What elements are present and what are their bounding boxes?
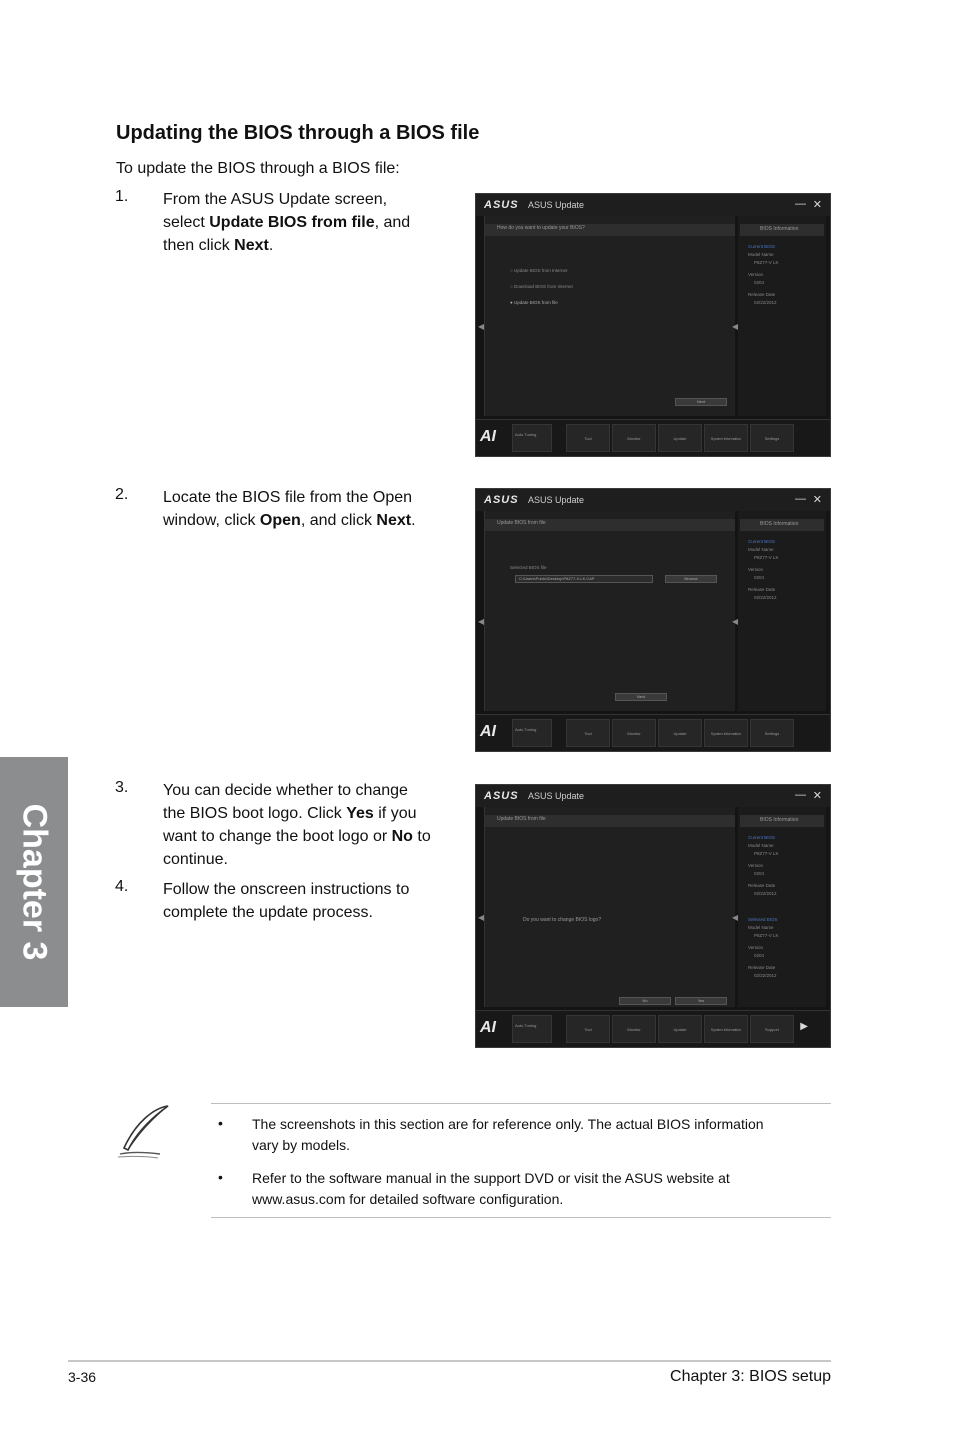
bios-info-panel [738, 511, 826, 711]
info-line: P8Z77-V LK [754, 933, 779, 938]
info-line: Model Name [748, 925, 774, 930]
tab-monitor: Monitor [612, 719, 656, 747]
info-line: Current BIOS [748, 244, 776, 249]
bottom-nav [476, 714, 830, 751]
window-title: ASUS Update [528, 495, 585, 505]
info-line: Version [748, 863, 764, 868]
tab-settings: Settings [750, 719, 794, 747]
step-number: 3. [115, 779, 129, 796]
info-line: 02/22/2012 [754, 891, 777, 896]
info-header: BIOS Information [760, 226, 799, 232]
screenshot-update-options [475, 193, 831, 457]
tab-auto-tuning: Auto Tuning [512, 424, 552, 452]
tab-tool: Tool [566, 719, 610, 747]
tab-auto-tuning: Auto Tuning [512, 719, 552, 747]
arrow-left-icon: ◀ [732, 617, 739, 626]
window-titlebar [476, 489, 830, 511]
note-2: Refer to the software manual in the support DVD or visit the ASUS website at www.asus.com for detailed software configuration. [252, 1170, 730, 1207]
info-line: 0204 [754, 280, 765, 285]
tab-tool: Tool [566, 424, 610, 452]
info-line: 0204 [754, 953, 765, 958]
radio-option: ○ Download BIOS from Internet [510, 284, 573, 289]
tab-system-information: System Information [704, 1015, 748, 1043]
window-title: ASUS Update [528, 791, 585, 801]
chapter-tab-label: Chapter 3 [15, 803, 54, 961]
page-number: 3-36 [68, 1369, 97, 1385]
tab-system-information: System Information [704, 424, 748, 452]
info-line: Current BIOS [748, 539, 776, 544]
panel-header: How do you want to update your BIOS? [497, 225, 585, 231]
no-button: No [619, 997, 671, 1005]
section-title: Updating the BIOS through a BIOS file [116, 122, 480, 144]
radio-option-selected: ● Update BIOS from file [510, 300, 558, 305]
bios-info-panel [738, 216, 826, 416]
asus-logo: ASUS [484, 494, 519, 506]
panel-header: Update BIOS from file [497, 520, 546, 526]
tab-auto-tuning: Auto Tuning [512, 1015, 552, 1043]
info-header: BIOS Information [760, 817, 799, 823]
arrow-left-icon: ◀ [732, 913, 739, 922]
info-header: BIOS Information [760, 521, 799, 527]
minimize-icon: — [795, 789, 806, 801]
info-line: Current BIOS [748, 835, 776, 840]
info-line: 02/22/2012 [754, 595, 777, 600]
radio-option: ○ Update BIOS from Internet [510, 268, 568, 273]
info-line: Version [748, 945, 764, 950]
chapter-side-tab [0, 757, 68, 1007]
info-line: Release Date [748, 883, 776, 888]
next-button: Next [675, 398, 727, 406]
bottom-nav [476, 419, 830, 456]
info-line: 02/22/2012 [754, 300, 777, 305]
tab-settings: Settings [750, 424, 794, 452]
note-bullet: • [218, 1169, 223, 1185]
bios-file-path: C:\Users\Public\Desktop\P8Z77-V-LK.CAP [515, 575, 653, 583]
info-line: 0204 [754, 575, 765, 580]
intro-text: To update the BIOS through a BIOS file: [116, 160, 400, 177]
main-panel [484, 216, 735, 416]
ai-suite-logo: AI [480, 428, 496, 445]
screenshot-select-file [475, 488, 831, 752]
window-titlebar [476, 785, 830, 807]
note-rule-bottom [211, 1217, 831, 1218]
info-line: 0204 [754, 871, 765, 876]
tab-support: Support [750, 1015, 794, 1043]
step-1-text: From the ASUS Update screen, select Update BIOS from file, and then click Next. [163, 191, 411, 254]
panel-header: Update BIOS from file [497, 816, 546, 822]
close-icon: ✕ [812, 790, 822, 802]
browse-button: Browse [665, 575, 717, 583]
tab-system-information: System Information [704, 719, 748, 747]
note-1: The screenshots in this section are for reference only. The actual BIOS information vary by models. [252, 1116, 764, 1153]
footer-chapter: Chapter 3: BIOS setup [670, 1368, 831, 1385]
info-line: Release Date [748, 587, 776, 592]
step-4-text: Follow the onscreen instructions to complete the update process. [163, 881, 410, 921]
step-2-text: Locate the BIOS file from the Open window, click Open, and click Next. [163, 489, 416, 529]
info-line: Selected BIOS [748, 917, 778, 922]
field-label: Selected BIOS file [510, 565, 547, 570]
main-panel [484, 807, 735, 1007]
feather-pen-icon [114, 1102, 172, 1160]
step-number: 4. [115, 878, 129, 895]
tab-tool: Tool [566, 1015, 610, 1043]
screenshot-boot-logo [475, 784, 831, 1048]
info-line: Model Name [748, 843, 774, 848]
info-line: 02/22/2012 [754, 973, 777, 978]
ai-suite-logo: AI [480, 723, 496, 740]
arrow-left-icon: ◀ [732, 322, 739, 331]
info-line: Model Name [748, 547, 774, 552]
asus-logo: ASUS [484, 790, 519, 802]
tab-update: Update [658, 424, 702, 452]
step-number: 2. [115, 486, 129, 503]
arrow-left-icon: ◀ [478, 913, 485, 922]
bios-info-panel [738, 807, 826, 1007]
arrow-left-icon: ◀ [478, 617, 485, 626]
logo-question: Do you want to change BIOS logo? [523, 917, 602, 923]
info-line: Version [748, 272, 764, 277]
close-icon: ✕ [812, 199, 822, 211]
note-bullet: • [218, 1115, 223, 1131]
step-number: 1. [115, 188, 129, 205]
footer-rule [68, 1360, 831, 1362]
note-rule-top [211, 1103, 831, 1104]
info-line: Model Name [748, 252, 774, 257]
asus-logo: ASUS [484, 199, 519, 211]
tab-monitor: Monitor [612, 1015, 656, 1043]
arrow-left-icon: ◀ [478, 322, 485, 331]
minimize-icon: — [795, 493, 806, 505]
tab-update: Update [658, 1015, 702, 1043]
info-line: P8Z77-V LK [754, 260, 779, 265]
close-icon: ✕ [812, 494, 822, 506]
next-button: Next [615, 693, 667, 701]
yes-button: Yes [675, 997, 727, 1005]
window-titlebar [476, 194, 830, 216]
info-line: P8Z77-V LK [754, 555, 779, 560]
info-line: Release Date [748, 292, 776, 297]
minimize-icon: — [795, 198, 806, 210]
tab-monitor: Monitor [612, 424, 656, 452]
info-line: Release Date [748, 965, 776, 970]
step-3-text: You can decide whether to change the BIOS boot logo. Click Yes if you want to change the boot logo or No to continue. [163, 782, 431, 868]
main-panel [484, 511, 735, 711]
info-line: Version [748, 567, 764, 572]
info-line: P8Z77-V LK [754, 851, 779, 856]
window-title: ASUS Update [528, 200, 585, 210]
ai-suite-logo: AI [480, 1019, 496, 1036]
bottom-nav [476, 1010, 830, 1047]
tab-update: Update [658, 719, 702, 747]
arrow-right-icon: ▶ [800, 1021, 808, 1032]
